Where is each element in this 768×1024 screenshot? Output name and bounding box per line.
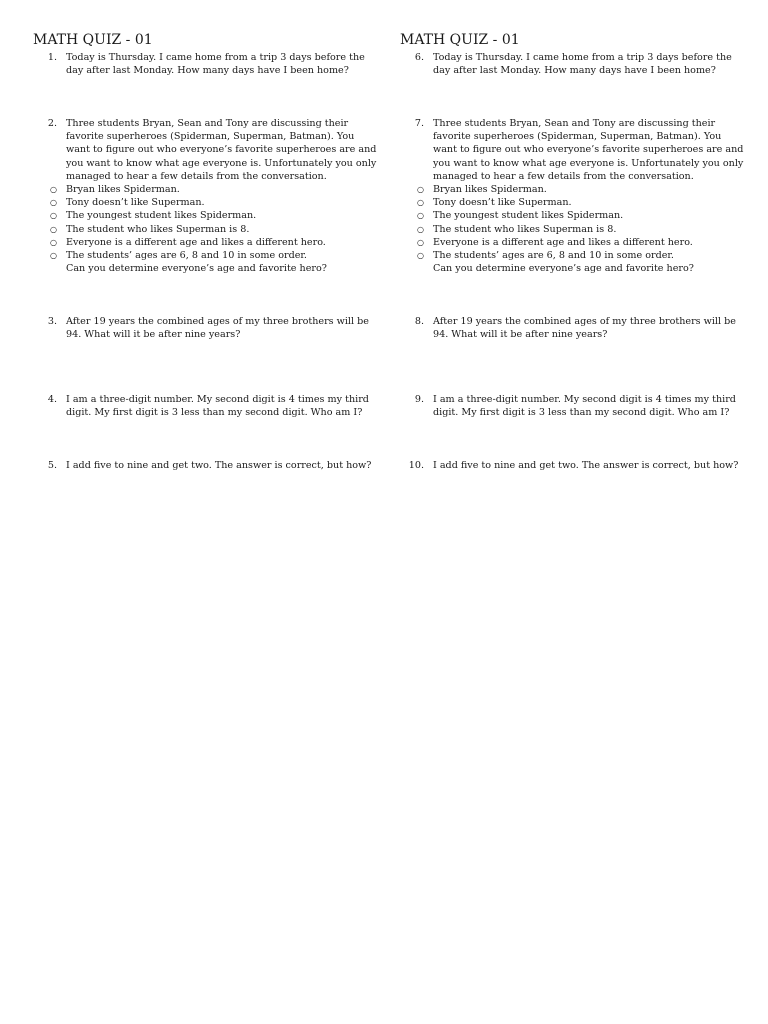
question-item xyxy=(33,51,378,77)
question-item xyxy=(33,117,378,275)
clue-item: ○ Tony doesn’t like Superman. xyxy=(50,197,205,209)
bullet-circle-icon: ○ xyxy=(50,198,57,208)
question-number: 9. xyxy=(414,394,424,405)
question-text: Three students Bryan, Sean and Tony are discussing their favorite superheroes (Spiderman, Superman, Batman). You want to figure out who everyone’s favorite superheroes are and you want to know what age everyone is. Unfortunately you only managed to hear a few details from the conversation. xyxy=(433,118,744,182)
question-followup: Can you determine everyone’s age and favorite hero? xyxy=(66,263,327,275)
clue-item: ○ Everyone is a different age and likes a different hero. xyxy=(50,236,326,248)
question-number: 6. xyxy=(414,52,424,63)
question-text: Today is Thursday. I came home from a trip 3 days before the day after last Monday. How many days have I been home? xyxy=(66,52,365,77)
question-number: 5. xyxy=(47,460,57,471)
question-item xyxy=(400,393,745,419)
clue-item: ○ The youngest student likes Spiderman. xyxy=(417,210,624,222)
bullet-circle-icon: ○ xyxy=(417,237,424,247)
bullet-circle-icon: ○ xyxy=(50,237,57,247)
question-number: 2. xyxy=(47,118,57,129)
question-number: 8. xyxy=(414,316,424,327)
bullet-circle-icon: ○ xyxy=(417,211,424,221)
bullet-circle-icon: ○ xyxy=(417,251,424,261)
bullet-circle-icon: ○ xyxy=(417,224,424,234)
clue-item: ○ Bryan likes Spiderman. xyxy=(417,184,547,196)
question-item xyxy=(400,117,745,275)
bullet-circle-icon: ○ xyxy=(50,185,57,195)
question-text: Today is Thursday. I came home from a trip 3 days before the day after last Monday. How many days have I been home? xyxy=(433,52,732,77)
question-item xyxy=(33,315,378,341)
clue-item: ○ The student who likes Superman is 8. xyxy=(50,223,250,235)
quiz-title: MATH QUIZ - 01 xyxy=(33,32,153,48)
question-text: I add five to nine and get two. The answer is correct, but how? xyxy=(66,460,372,471)
clue-item: ○ The students’ ages are 6, 8 and 10 in some order. xyxy=(417,250,674,262)
question-text: I add five to nine and get two. The answer is correct, but how? xyxy=(433,460,739,471)
bullet-circle-icon: ○ xyxy=(417,185,424,195)
clue-item: ○ Tony doesn’t like Superman. xyxy=(417,197,572,209)
quiz-column-right xyxy=(400,30,745,471)
clue-item: ○ The students’ ages are 6, 8 and 10 in some order. xyxy=(50,250,307,262)
question-text: I am a three-digit number. My second digit is 4 times my third digit. My first digit is 3 less than my second digit. Who am I? xyxy=(66,394,369,419)
quiz-column-left xyxy=(33,30,378,471)
clue-item: ○ The youngest student likes Spiderman. xyxy=(50,210,257,222)
bullet-circle-icon: ○ xyxy=(417,198,424,208)
clue-list xyxy=(400,183,745,262)
question-number: 10. xyxy=(408,460,424,471)
bullet-circle-icon: ○ xyxy=(50,224,57,234)
question-item xyxy=(33,459,378,472)
question-item xyxy=(400,51,745,77)
question-text: I am a three-digit number. My second digit is 4 times my third digit. My first digit is 3 less than my second digit. Who am I? xyxy=(433,394,736,419)
quiz-title: MATH QUIZ - 01 xyxy=(400,32,520,48)
question-text: After 19 years the combined ages of my three brothers will be 94. What will it be after nine years? xyxy=(66,316,369,341)
question-number: 4. xyxy=(47,394,57,405)
question-item xyxy=(400,459,745,472)
clue-item: ○ The student who likes Superman is 8. xyxy=(417,223,617,235)
clue-list xyxy=(33,183,378,262)
question-number: 1. xyxy=(47,52,57,63)
bullet-circle-icon: ○ xyxy=(50,251,57,261)
question-number: 7. xyxy=(414,118,424,129)
question-number: 3. xyxy=(47,316,57,327)
question-item xyxy=(33,393,378,419)
clue-item: ○ Everyone is a different age and likes a different hero. xyxy=(417,236,693,248)
bullet-circle-icon: ○ xyxy=(50,211,57,221)
question-text: Three students Bryan, Sean and Tony are discussing their favorite superheroes (Spiderman, Superman, Batman). You want to figure out who everyone’s favorite superheroes are and you want to know what age everyone is. Unfortunately you only managed to hear a few details from the conversation. xyxy=(66,118,377,182)
question-text: After 19 years the combined ages of my three brothers will be 94. What will it be after nine years? xyxy=(433,316,736,341)
question-followup: Can you determine everyone’s age and favorite hero? xyxy=(433,263,694,275)
clue-item: ○ Bryan likes Spiderman. xyxy=(50,184,180,196)
question-item xyxy=(400,315,745,341)
